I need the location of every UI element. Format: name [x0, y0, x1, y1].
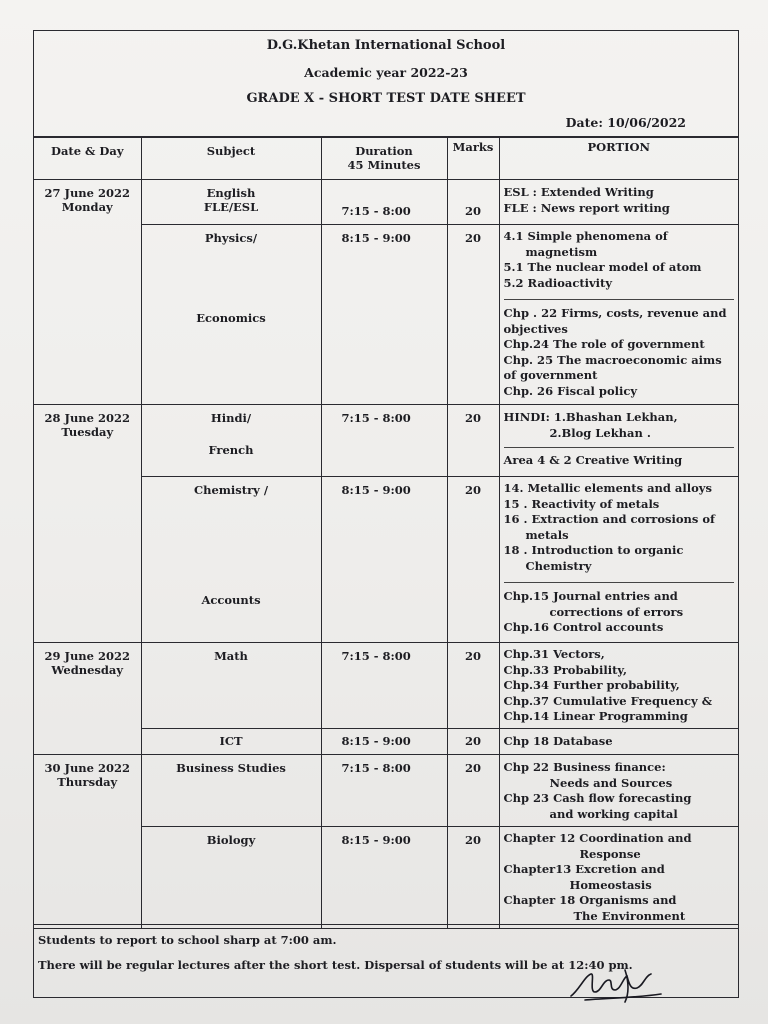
portion-line: Chp.16 Control accounts — [503, 620, 664, 634]
subject: Hindi/ — [210, 411, 252, 425]
portion-line: Chp.33 Probability, — [503, 662, 627, 677]
subject: Physics/ — [204, 231, 258, 245]
portion-line: FLE : News report writing — [503, 200, 670, 215]
divider — [504, 447, 735, 448]
portion-line: 15 . Reactivity of metals — [503, 496, 660, 511]
subject-cell — [141, 729, 321, 755]
duration-cell — [321, 180, 447, 225]
portion-line: Response — [579, 846, 641, 861]
subject-cell — [141, 405, 321, 477]
portion-line: metals — [525, 527, 569, 542]
subject-cell — [141, 755, 321, 827]
marks-cell — [447, 643, 499, 729]
portion-line: of government — [503, 368, 598, 382]
dispersal-note: There will be regular lectures after the short test. Dispersal of students will be at 12:40 pm. — [38, 958, 633, 972]
subject-cell — [141, 225, 321, 405]
portion-line: HINDI: 1.Bhashan Lekhan, — [503, 410, 678, 424]
portion-line: The Environment — [573, 908, 686, 923]
marks-cell — [447, 729, 499, 755]
portion-line: Area 4 & 2 Creative Writing — [503, 453, 683, 467]
duration-cell — [321, 477, 447, 643]
portion-line: Chapter13 Excretion and — [503, 862, 665, 876]
portion-line: Chp.15 Journal entries and — [503, 589, 678, 603]
duration-cell — [321, 729, 447, 755]
duration: 7:15 - 8:00 — [341, 761, 411, 775]
marks: 20 — [464, 231, 481, 245]
col-duration-label: Duration — [355, 144, 413, 158]
duration-cell — [321, 827, 447, 929]
portion-line: Chp.14 Linear Programming — [503, 709, 688, 723]
subject: Chemistry / — [193, 483, 269, 497]
header-row — [34, 138, 738, 180]
portion-line: Chapter 18 Organisms and — [503, 893, 677, 907]
portion-cell — [499, 180, 738, 225]
divider — [504, 299, 735, 300]
portion-line: Chp. 26 Fiscal policy — [503, 383, 638, 398]
subject-cell — [141, 477, 321, 643]
portion-line: ESL : Extended Writing — [503, 185, 654, 199]
duration: 8:15 - 9:00 — [341, 734, 411, 748]
portion-line: Chemistry — [525, 558, 592, 573]
col-duration-sub: 45 Minutes — [347, 158, 421, 172]
marks: 20 — [464, 761, 481, 775]
col-marks: Marks — [447, 138, 499, 180]
marks: 20 — [464, 411, 481, 425]
duration: 7:15 - 8:00 — [341, 411, 411, 425]
subject: Business Studies — [176, 761, 286, 775]
portion-line: 5.1 The nuclear model of atom — [503, 260, 702, 274]
col-portion: PORTION — [499, 138, 738, 180]
portion-line: Needs and Sources — [549, 775, 673, 790]
date-cell — [34, 405, 141, 643]
portion-cell — [499, 477, 738, 643]
duration-cell — [321, 405, 447, 477]
table-row — [34, 180, 738, 225]
table-row — [34, 405, 738, 477]
marks-cell — [447, 225, 499, 405]
divider — [504, 582, 735, 583]
date-cell — [34, 643, 141, 755]
col-duration — [321, 138, 447, 180]
subject-alt: Economics — [196, 311, 266, 325]
duration: 7:15 - 8:00 — [341, 204, 411, 218]
duration: 8:15 - 9:00 — [341, 231, 411, 245]
school-name: D.G.Khetan International School — [266, 38, 506, 53]
duration-cell — [321, 225, 447, 405]
date: 29 June 2022 — [44, 649, 130, 663]
portion-line: Chp.34 Further probability, — [503, 678, 680, 692]
portion-line: objectives — [503, 321, 568, 336]
day: Tuesday — [61, 425, 114, 439]
subject-cell — [141, 827, 321, 929]
portion-line: Chp 18 Database — [503, 734, 613, 748]
marks: 20 — [464, 649, 481, 663]
col-subject: Subject — [141, 138, 321, 180]
col-date-day: Date & Day — [34, 138, 141, 180]
duration: 8:15 - 9:00 — [341, 833, 411, 847]
subject: Biology — [206, 833, 256, 847]
duration: 7:15 - 8:00 — [341, 649, 411, 663]
subject: Math — [214, 649, 248, 663]
date-cell — [34, 755, 141, 929]
signature-icon — [565, 962, 675, 1006]
portion-line: 16 . Extraction and corrosions of — [503, 512, 715, 526]
marks: 20 — [464, 734, 481, 748]
marks-cell — [447, 180, 499, 225]
portion-cell — [499, 729, 738, 755]
portion-line: Chp 23 Cash flow forecasting — [503, 791, 692, 805]
header — [34, 31, 738, 137]
portion-line: and working capital — [549, 806, 678, 821]
portion-line: 18 . Introduction to organic — [503, 543, 684, 557]
duration: 8:15 - 9:00 — [341, 483, 411, 497]
day: Wednesday — [51, 663, 124, 677]
date: 28 June 2022 — [44, 411, 130, 425]
subject-cell — [141, 180, 321, 225]
date: 30 June 2022 — [44, 761, 130, 775]
day: Monday — [61, 200, 113, 214]
sheet-title: GRADE X - SHORT TEST DATE SHEET — [246, 91, 526, 106]
subject-cell — [141, 643, 321, 729]
subject-alt: Accounts — [201, 593, 261, 607]
portion-line: Chp.31 Vectors, — [503, 647, 605, 661]
portion-line: 2.Blog Lekhan . — [549, 425, 651, 440]
marks: 20 — [464, 483, 481, 497]
portion-cell — [499, 755, 738, 827]
marks: 20 — [464, 833, 481, 847]
date-cell — [34, 180, 141, 405]
marks-cell — [447, 405, 499, 477]
portion-line: corrections of errors — [549, 604, 684, 619]
table-row — [34, 755, 738, 827]
portion-line: Chp.24 The role of government — [503, 337, 705, 351]
portion-line: Homeostasis — [569, 877, 652, 892]
portion-line: Chapter 12 Coordination and — [503, 831, 692, 845]
portion-line: Chp . 22 Firms, costs, revenue and — [503, 306, 727, 320]
issue-date: Date: 10/06/2022 — [565, 115, 686, 130]
portion-line: Chp.37 Cumulative Frequency & — [503, 693, 713, 708]
subject: ICT — [219, 734, 243, 748]
portion-cell — [499, 405, 738, 477]
portion-line: magnetism — [525, 244, 598, 259]
schedule-table — [34, 137, 738, 929]
portion-line: 4.1 Simple phenomena of — [503, 229, 668, 243]
marks: 20 — [464, 204, 481, 218]
portion-line: 14. Metallic elements and alloys — [503, 481, 712, 495]
table-row — [34, 643, 738, 729]
marks-cell — [447, 477, 499, 643]
marks-cell — [447, 827, 499, 929]
portion-cell — [499, 225, 738, 405]
portion-line: Chp. 25 The macroeconomic aims — [503, 352, 722, 367]
reporting-note: Students to report to school sharp at 7:00 am. — [38, 933, 337, 947]
duration-cell — [321, 755, 447, 827]
portion-cell — [499, 643, 738, 729]
subject: FLE/ESL — [203, 200, 259, 214]
date-sheet — [33, 30, 739, 998]
date: 27 June 2022 — [44, 186, 130, 200]
portion-line: Chp 22 Business finance: — [503, 760, 666, 774]
subject: English — [206, 186, 256, 200]
portion-cell — [499, 827, 738, 929]
marks-cell — [447, 755, 499, 827]
duration-cell — [321, 643, 447, 729]
day: Thursday — [57, 775, 118, 789]
subject-alt: French — [208, 443, 254, 457]
portion-line: 5.2 Radioactivity — [503, 275, 613, 290]
academic-year: Academic year 2022-23 — [304, 65, 468, 80]
